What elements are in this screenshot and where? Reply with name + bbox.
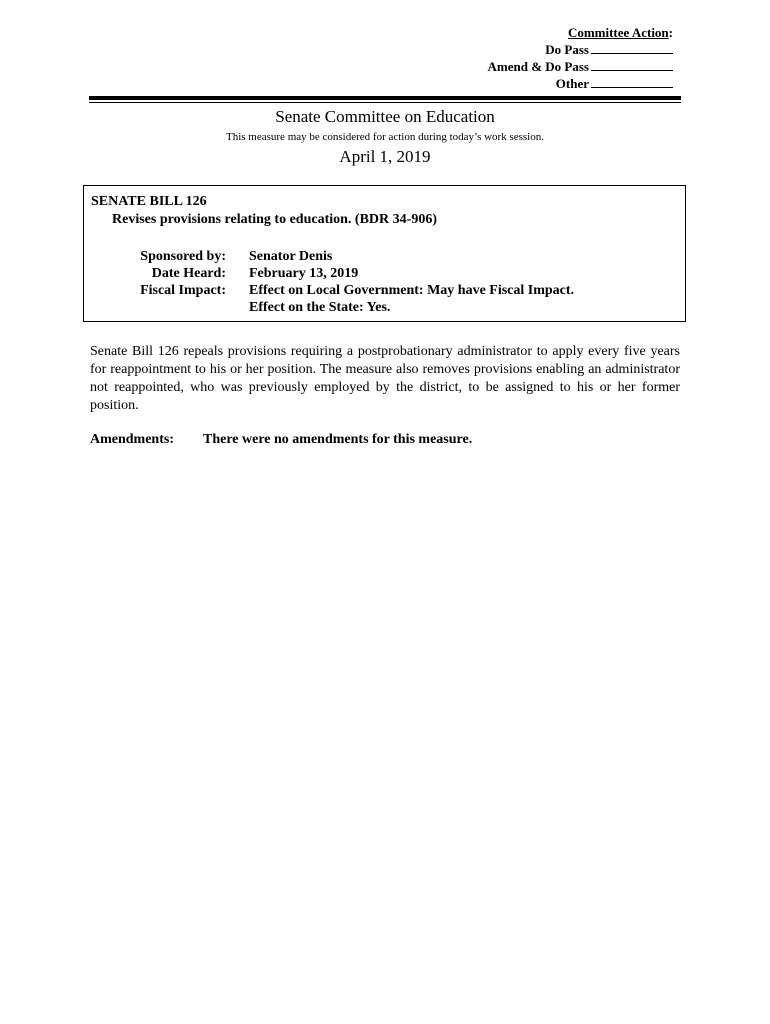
meta-value-sponsor: Senator Denis: [249, 249, 333, 264]
committee-action-title-text: Committee Action: [567, 25, 669, 40]
committee-name: Senate Committee on Education: [275, 107, 495, 126]
action-row-amend-do-pass: [488, 58, 673, 75]
meta-value-fiscal-state: Effect on the State: Yes.: [249, 300, 391, 315]
committee-action-block: [488, 24, 673, 92]
meta-row-date-heard: [84, 265, 685, 282]
meta-label-sponsor: Sponsored by:: [140, 249, 226, 264]
bill-summary: Senate Bill 126 repeals provisions requiring a postprobationary administrator to apply every five years for reappointment to his or her position. The measure also removes provisions enabling an administrator not reappointed, who was previously employed by the district, to be assigned to his or her former position.: [90, 344, 680, 413]
meta-value-date-heard: February 13, 2019: [249, 266, 359, 281]
meta-value-fiscal-local: Effect on Local Government: May have Fiscal Impact.: [249, 283, 575, 298]
bill-meta: [84, 248, 685, 316]
bill-number: SENATE BILL 126: [91, 194, 207, 209]
committee-action-title: [488, 24, 673, 41]
bill-info-box: [83, 185, 686, 322]
meta-label-date-heard: Date Heard:: [151, 266, 226, 281]
header-rule-thin: [89, 102, 681, 103]
action-row-do-pass: [488, 41, 673, 58]
committee-action-title-colon: :: [668, 25, 673, 40]
bill-description: Revises provisions relating to education. (BDR 34-906): [112, 212, 437, 227]
action-label-do-pass: Do Pass: [545, 42, 589, 57]
action-label-amend-do-pass: Amend & Do Pass: [487, 59, 589, 74]
meta-row-fiscal-state: [84, 299, 685, 316]
action-label-other: Other: [555, 76, 589, 91]
meeting-date: April 1, 2019: [339, 147, 431, 166]
amendments-label: Amendments:: [90, 432, 174, 447]
meta-row-sponsor: [84, 248, 685, 265]
action-blank-do-pass: [591, 42, 673, 54]
action-row-other: [488, 75, 673, 92]
header-rule-thick: [89, 96, 681, 100]
amendments-line: [90, 432, 472, 448]
work-session-note: This measure may be considered for action during today’s work session.: [225, 131, 544, 143]
meta-row-fiscal-impact: [84, 282, 685, 299]
action-blank-amend-do-pass: [591, 59, 673, 71]
amendments-text: There were no amendments for this measure.: [203, 432, 473, 447]
meta-label-fiscal-impact: Fiscal Impact:: [140, 283, 226, 298]
action-blank-other: [591, 76, 673, 88]
